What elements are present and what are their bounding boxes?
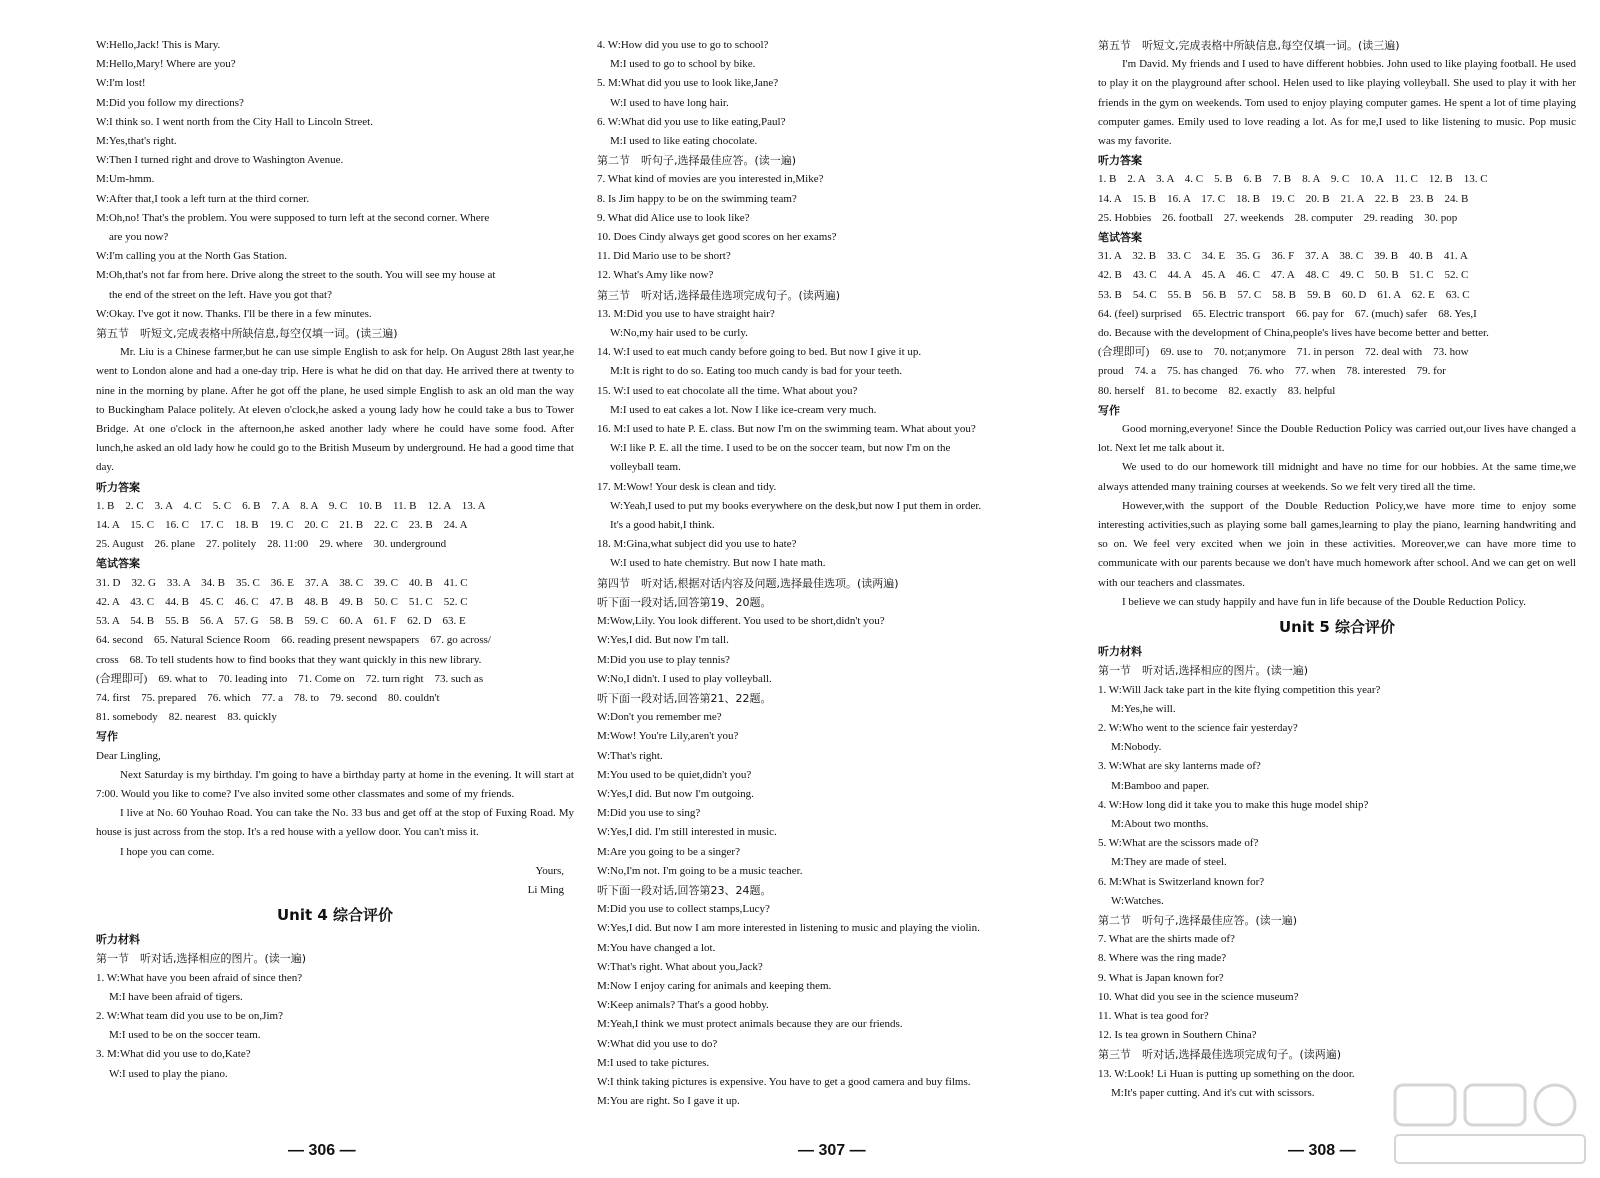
text-line: 13. W:Look! Li Huan is putting up something on the door. bbox=[1098, 1067, 1355, 1080]
text-line: 3. M:What did you use to do,Kate? bbox=[96, 1048, 251, 1061]
text-line: W:Then I turned right and drove to Washington Avenue. bbox=[96, 154, 344, 167]
text-line: 4. W:How long did it take you to make this huge model ship? bbox=[1098, 798, 1369, 811]
text-line: 11. What is tea good for? bbox=[1098, 1009, 1209, 1022]
text-line: W:I'm lost! bbox=[96, 77, 146, 90]
text-line: M:Nobody. bbox=[1111, 741, 1162, 754]
text-line: W:I used to hate chemistry. But now I hate math. bbox=[610, 557, 826, 570]
text-line: M:I have been afraid of tigers. bbox=[109, 990, 243, 1003]
text-line: M:It is right to do so. Eating too much candy is bad for your teeth. bbox=[610, 365, 903, 378]
text-line: W:Yes,I did. But now I'm outgoing. bbox=[597, 787, 754, 800]
section-heading: 第五节 听短文,完成表格中所缺信息,每空仅填一词。(读三遍) bbox=[1098, 39, 1400, 52]
text-line: 13. M:Did you use to have straight hair? bbox=[597, 307, 775, 320]
page-number-306: — 306 — bbox=[288, 1142, 356, 1159]
paragraph: I hope you can come. bbox=[120, 845, 215, 858]
answer-line: 64. (feel) surprised 65. Electric transport 66. pay for 67. (much) safer 68. Yes,I bbox=[1098, 307, 1477, 320]
text-line: 18. M:Gina,what subject did you use to hate? bbox=[597, 538, 797, 551]
text-line: W:I like P. E. all the time. I used to be on the soccer team, but now I'm on the bbox=[610, 442, 951, 455]
text-line: M:Did you use to play tennis? bbox=[597, 653, 730, 666]
text-line: 2. W:What team did you use to be on,Jim? bbox=[96, 1009, 283, 1022]
section-heading: 第五节 听短文,完成表格中所缺信息,每空仅填一词。(读三遍) bbox=[96, 327, 398, 341]
paragraph: Next Saturday is my birthday. I'm going to have a birthday party at home in the evening. It will start at 7:00. Would you like to come? I've also invited some other classmates and some of my friends. bbox=[96, 768, 574, 800]
text-line: 5. M:What did you use to look like,Jane? bbox=[597, 77, 779, 90]
page-308-column bbox=[1098, 36, 1576, 1103]
section-heading: 第四节 听对话,根据对话内容及问题,选择最佳选项。(读两遍) bbox=[597, 576, 899, 590]
section-heading: 第三节 听对话,选择最佳选项完成句子。(读两遍) bbox=[1098, 1048, 1342, 1062]
text-line: M:Yeah,I think we must protect animals because they are our friends. bbox=[597, 1018, 903, 1031]
text-line: W:No,I didn't. I used to play volleyball. bbox=[597, 672, 772, 685]
watermark-logo bbox=[1390, 1080, 1590, 1170]
text-line: 11. Did Mario use to be short? bbox=[597, 250, 731, 263]
text-line: W:I think so. I went north from the City Hall to Lincoln Street. bbox=[96, 115, 373, 128]
text-line: are you now? bbox=[109, 231, 169, 244]
unit-heading: Unit 4 综合评价 bbox=[276, 906, 394, 925]
paragraph: However,with the support of the Double Reduction Policy,we have more time to enjoy some interesting activities,such as playing some ball games,learning to play the piano, learning handwriting and so on. We feel very excited when we join in these activities. Moreover,we can have more time to communicate with our parents because we don't have much homework after school. And we can get on well with our teachers and classmates. bbox=[1098, 499, 1576, 589]
answer-line: 74. first 75. prepared 76. which 77. a 78. to 79. second 80. couldn't bbox=[96, 691, 440, 704]
text-line: M:Did you use to sing? bbox=[597, 807, 701, 820]
text-line: Li Ming bbox=[527, 883, 564, 896]
text-line: 10. What did you see in the science museum? bbox=[1098, 990, 1299, 1003]
text-line: W:What did you use to do? bbox=[597, 1037, 718, 1050]
text-line: 15. W:I used to eat chocolate all the time. What about you? bbox=[597, 384, 858, 397]
text-line: volleyball team. bbox=[610, 461, 681, 474]
answer-line: 31. D 32. G 33. A 34. B 35. C 36. E 37. A 38. C 39. C 40. B 41. C bbox=[96, 576, 468, 589]
text-line: the end of the street on the left. Have you got that? bbox=[109, 288, 332, 301]
answer-line: 42. B 43. C 44. A 45. A 46. C 47. A 48. C 49. C 50. B 51. C 52. C bbox=[1098, 269, 1469, 282]
text-line: 9. What is Japan known for? bbox=[1098, 971, 1224, 984]
paragraph: Mr. Liu is a Chinese farmer,but he can use simple English to ask for help. On August 28th last year,he went to London alone and had a one-day trip. Here is what he did on that day. He arrived there at twenty to nine in the morning by plane. After he got off the plane, he used simple English to ask an old man the way to Buckingham Palace politely. At eleven o'clock,he asked a young lady how he could take a bus to Tower Bridge. At one o'clock in the afternoon,he asked another lady where he could have some food. After lunch,he asked an old lady how he could go to the British Museum by underground. He had a good time that day. bbox=[96, 346, 574, 474]
answer-line: 14. A 15. C 16. C 17. C 18. B 19. C 20. C 21. B 22. C 23. B 24. A bbox=[96, 519, 468, 532]
text-line: 7. What kind of movies are you interested in,Mike? bbox=[597, 173, 824, 186]
text-line: W:Don't you remember me? bbox=[597, 711, 722, 724]
subheading: 笔试答案 bbox=[1098, 231, 1142, 245]
section-heading: 听下面一段对话,回答第23、24题。 bbox=[597, 883, 772, 897]
section-heading: 听下面一段对话,回答第21、22题。 bbox=[597, 691, 772, 705]
text-line: W:Watches. bbox=[1111, 894, 1164, 907]
text-line: M:I used to eat cakes a lot. Now I like ice-cream very much. bbox=[610, 403, 877, 416]
text-line: W:No,my hair used to be curly. bbox=[610, 327, 748, 340]
text-line: M:Now I enjoy caring for animals and keeping them. bbox=[597, 979, 832, 992]
paragraph: Good morning,everyone! Since the Double Reduction Policy was carried out,our lives have changed a lot. Next let me talk about it. bbox=[1098, 423, 1576, 455]
text-line: M:It's paper cutting. And it's cut with scissors. bbox=[1111, 1086, 1315, 1099]
text-line: W:Yeah,I used to put my books everywhere on the desk,but now I put them in order. bbox=[610, 499, 982, 512]
subheading: 写作 bbox=[96, 730, 118, 744]
answer-line: 1. B 2. C 3. A 4. C 5. C 6. B 7. A 8. A 9. C 10. B 11. B 12. A 13. A bbox=[96, 499, 486, 512]
section-heading: 听下面一段对话,回答第19、20题。 bbox=[597, 595, 772, 609]
text-line: W:I'm calling you at the North Gas Station. bbox=[96, 250, 287, 263]
paragraph: I believe we can study happily and have fun in life because of the Double Reduction Policy. bbox=[1122, 595, 1527, 608]
text-line: 10. Does Cindy always get good scores on her exams? bbox=[597, 231, 837, 244]
text-line: W:Yes,I did. But now I'm tall. bbox=[597, 634, 729, 647]
text-line: W:Yes,I did. But now I am more interested in listening to music and playing the violin. bbox=[597, 922, 980, 935]
text-line: 6. M:What is Switzerland known for? bbox=[1098, 875, 1265, 888]
text-line: 5. W:What are the scissors made of? bbox=[1098, 837, 1259, 850]
text-line: W:After that,I took a left turn at the third corner. bbox=[96, 192, 310, 205]
text-line: M:Um-hmm. bbox=[96, 173, 155, 186]
text-line: 16. M:I used to hate P. E. class. But now I'm on the swimming team. What about you? bbox=[597, 423, 976, 436]
text-line: M:They are made of steel. bbox=[1111, 856, 1227, 869]
text-line: W:That's right. What about you,Jack? bbox=[597, 960, 763, 973]
text-line: 17. M:Wow! Your desk is clean and tidy. bbox=[597, 480, 777, 493]
text-line: 1. W:What have you been afraid of since then? bbox=[96, 971, 303, 984]
subheading: 写作 bbox=[1098, 403, 1120, 417]
text-line: 12. What's Amy like now? bbox=[597, 269, 714, 282]
page-306-column bbox=[96, 36, 574, 1084]
page-number-307: — 307 — bbox=[798, 1142, 866, 1159]
text-line: M:I used to go to school by bike. bbox=[610, 58, 756, 71]
text-line: W:Yes,I did. I'm still interested in music. bbox=[597, 826, 777, 839]
text-line: 8. Where was the ring made? bbox=[1098, 952, 1227, 965]
answer-line: 14. A 15. B 16. A 17. C 18. B 19. C 20. B 21. A 22. B 23. B 24. B bbox=[1098, 192, 1469, 205]
section-heading: 第一节 听对话,选择相应的图片。(读一遍) bbox=[96, 952, 307, 966]
answer-line: 31. A 32. B 33. C 34. E 35. G 36. F 37. A 38. C 39. B 40. B 41. A bbox=[1098, 250, 1468, 263]
text-line: M:Are you going to be a singer? bbox=[597, 845, 740, 858]
section-heading: 第二节 听句子,选择最佳应答。(读一遍) bbox=[1098, 913, 1298, 927]
text-line: 7. What are the shirts made of? bbox=[1098, 933, 1235, 946]
text-line: W:I think taking pictures is expensive. You have to get a good camera and buy films. bbox=[597, 1075, 971, 1088]
subheading: 听力答案 bbox=[96, 480, 140, 494]
text-line: 6. W:What did you use to like eating,Paul? bbox=[597, 115, 786, 128]
paragraph: I'm David. My friends and I used to have different hobbies. John used to like playing football. He used to play it on the playground after school. Helen used to like playing volleyball. She used to play it with her friends in the gym on weekends. Tom used to enjoy playing computer games. He spent a lot of time playing computer games. Emily used to love reading a lot. As for me,I used to like listening to music. Pop music was my favorite. bbox=[1098, 58, 1576, 148]
answer-line: 1. B 2. A 3. A 4. C 5. B 6. B 7. B 8. A 9. C 10. A 11. C 12. B 13. C bbox=[1098, 173, 1488, 186]
text-line: M:Did you use to collect stamps,Lucy? bbox=[597, 903, 770, 916]
text-line: Dear Lingling, bbox=[96, 749, 161, 762]
section-heading: 第三节 听对话,选择最佳选项完成句子。(读两遍) bbox=[597, 288, 841, 302]
answer-line: proud 74. a 75. has changed 76. who 77. when 78. interested 79. for bbox=[1098, 365, 1446, 378]
text-line: 2. W:Who went to the science fair yesterday? bbox=[1098, 721, 1298, 734]
section-heading: 第一节 听对话,选择相应的图片。(读一遍) bbox=[1098, 664, 1309, 678]
text-line: M:I used to like eating chocolate. bbox=[610, 135, 758, 148]
text-line: 9. What did Alice use to look like? bbox=[597, 211, 750, 224]
text-line: 14. W:I used to eat much candy before going to bed. But now I give it up. bbox=[597, 346, 922, 359]
text-line: 4. W:How did you use to go to school? bbox=[597, 39, 769, 51]
text-line: M:Oh,that's not far from here. Drive along the street to the south. You will see my house at bbox=[96, 269, 496, 282]
text-line: W:Hello,Jack! This is Mary. bbox=[96, 39, 221, 51]
text-line: M:Wow,Lily. You look different. You used to be short,didn't you? bbox=[597, 615, 885, 628]
text-line: M:Did you follow my directions? bbox=[96, 96, 244, 109]
text-line: W:Keep animals? That's a good hobby. bbox=[597, 999, 769, 1012]
answer-line: 80. herself 81. to become 82. exactly 83. helpful bbox=[1098, 384, 1336, 397]
answer-line: 81. somebody 82. nearest 83. quickly bbox=[96, 711, 277, 724]
text-line: M:I used to be on the soccer team. bbox=[109, 1029, 261, 1042]
text-line: M:Yes,that's right. bbox=[96, 135, 177, 148]
text-line: M:I used to take pictures. bbox=[597, 1056, 710, 1069]
answer-line: do. Because with the development of China,people's lives have become better and better. bbox=[1098, 327, 1489, 340]
text-line: M:Bamboo and paper. bbox=[1111, 779, 1210, 792]
text-line: M:You are right. So I gave it up. bbox=[597, 1095, 740, 1108]
answer-line: (合理即可) 69. use to 70. not;anymore 71. in person 72. deal with 73. how bbox=[1098, 346, 1469, 359]
text-line: 3. W:What are sky lanterns made of? bbox=[1098, 760, 1261, 773]
answer-line: 25. Hobbies 26. football 27. weekends 28. computer 29. reading 30. pop bbox=[1098, 211, 1458, 224]
subheading: 听力材料 bbox=[1098, 645, 1142, 659]
text-line: W:No,I'm not. I'm going to be a music teacher. bbox=[597, 864, 803, 877]
text-line: It's a good habit,I think. bbox=[610, 519, 715, 532]
text-line: M:Hello,Mary! Where are you? bbox=[96, 58, 236, 71]
answer-line: cross 68. To tell students how to find books that they want quickly in this new library. bbox=[96, 653, 482, 666]
text-line: W:I used to have long hair. bbox=[610, 96, 729, 109]
answer-line: 25. August 26. plane 27. politely 28. 11:00 29. where 30. underground bbox=[96, 538, 447, 551]
text-line: M:About two months. bbox=[1111, 817, 1209, 830]
text-line: M:You have changed a lot. bbox=[597, 941, 716, 954]
text-line: M:Yes,he will. bbox=[1111, 702, 1176, 715]
subheading: 听力答案 bbox=[1098, 154, 1142, 168]
text-line: M:Oh,no! That's the problem. You were supposed to turn left at the second corner. Where bbox=[96, 211, 490, 224]
section-heading: 第二节 听句子,选择最佳应答。(读一遍) bbox=[597, 154, 797, 168]
text-line: W:Okay. I've got it now. Thanks. I'll be there in a few minutes. bbox=[96, 307, 372, 320]
subheading: 笔试答案 bbox=[96, 557, 140, 571]
page-307-column bbox=[597, 36, 1075, 1111]
answer-line: 64. second 65. Natural Science Room 66. reading present newspapers 67. go across/ bbox=[96, 634, 491, 647]
unit-heading: Unit 5 综合评价 bbox=[1278, 618, 1396, 637]
page-number-308: — 308 — bbox=[1288, 1142, 1356, 1159]
answer-line: 42. A 43. C 44. B 45. C 46. C 47. B 48. B 49. B 50. C 51. C 52. C bbox=[96, 595, 468, 608]
paragraph: We used to do our homework till midnight and have no time for our hobbies. At the same time,we always attended many training courses at weekends. So we felt very tired all the time. bbox=[1098, 461, 1576, 493]
text-line: W:I used to play the piano. bbox=[109, 1067, 228, 1080]
answer-line: 53. A 54. B 55. B 56. A 57. G 58. B 59. C 60. A 61. F 62. D 63. E bbox=[96, 615, 466, 628]
text-line: 8. Is Jim happy to be on the swimming team? bbox=[597, 192, 797, 205]
text-line: 12. Is tea grown in Southern China? bbox=[1098, 1029, 1257, 1042]
answer-line: 53. B 54. C 55. B 56. B 57. C 58. B 59. B 60. D 61. A 62. E 63. C bbox=[1098, 288, 1470, 301]
text-line: M:Wow! You're Lily,aren't you? bbox=[597, 730, 739, 743]
text-line: 1. W:Will Jack take part in the kite flying competition this year? bbox=[1098, 683, 1381, 696]
text-line: M:You used to be quiet,didn't you? bbox=[597, 768, 752, 781]
subheading: 听力材料 bbox=[96, 933, 140, 947]
text-line: W:That's right. bbox=[597, 749, 663, 762]
paragraph: I live at No. 60 Youhao Road. You can take the No. 33 bus and get off at the stop of Fuxing Road. My house is just across from the stop. It's a red house with a yellow door. You can't miss it. bbox=[96, 807, 574, 839]
text-line: Yours, bbox=[535, 864, 564, 877]
answer-line: (合理即可) 69. what to 70. leading into 71. Come on 72. turn right 73. such as bbox=[96, 672, 484, 685]
